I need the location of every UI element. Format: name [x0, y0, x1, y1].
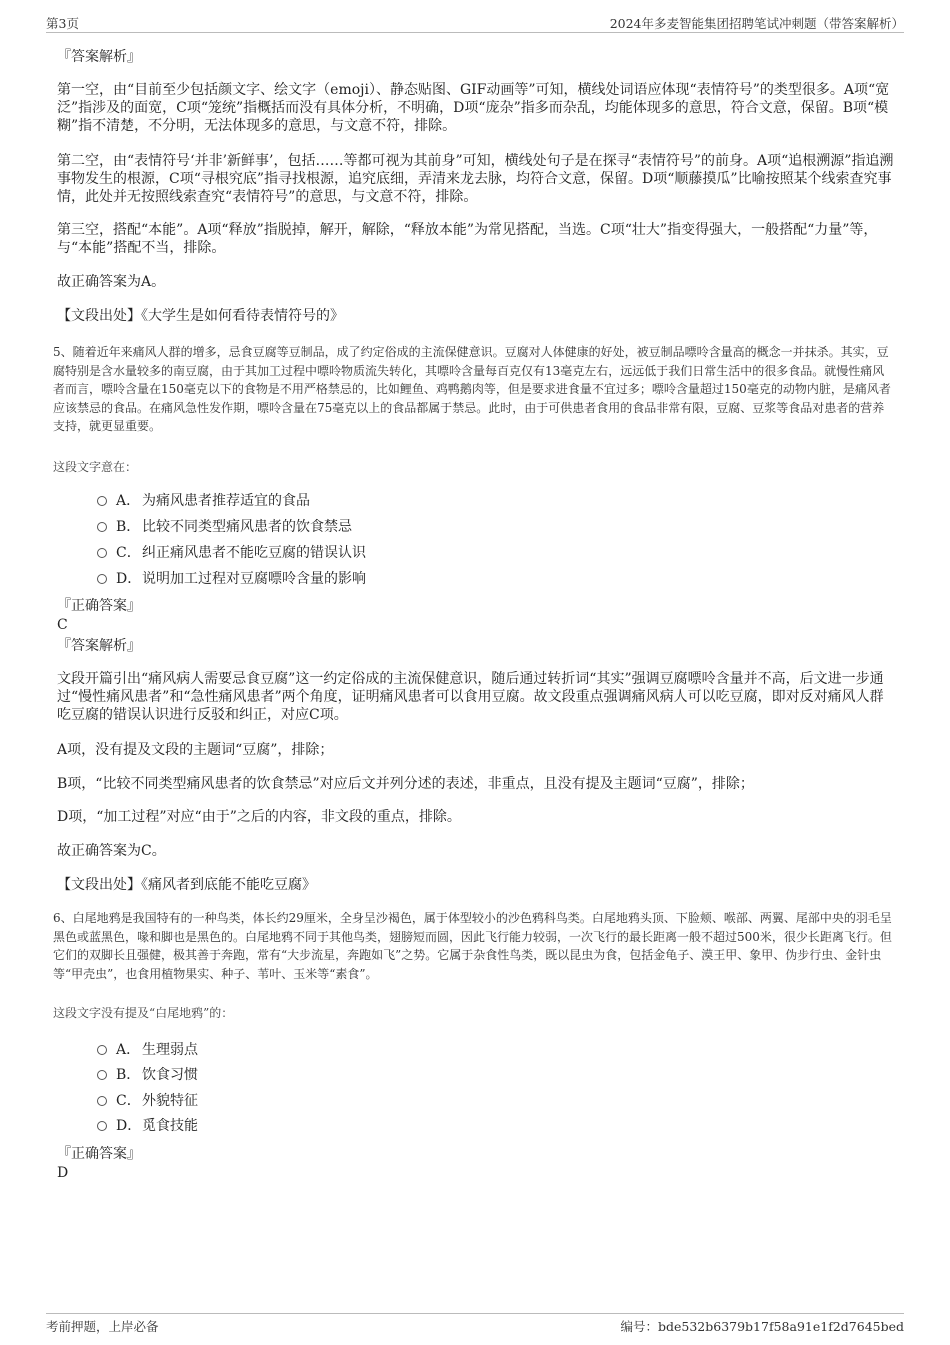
option-a[interactable]: A． 生理弱点 [97, 1041, 198, 1059]
analysis-paragraph: 文段开篇引出“痛风病人需要忌食豆腐”这一约定俗成的主流保健意识，随后通过转折词“其实”强调豆腐嘌呤含量并不高，后文进一步通过“慢性痛风患者”和“急性痛风患者”两个角度，证明痛风患者可以食用豆腐。故文段重点强调痛风病人可以吃豆腐，即对反对痛风人群吃豆腐的错误认识进行反驳和纠正，对应C项。 [57, 671, 884, 723]
analysis-paragraph: D项，“加工过程”对应“由于”之后的内容，非文段的重点，排除。 [57, 809, 461, 825]
option-c[interactable]: C．纠正痛风患者不能吃豆腐的错误认识 [97, 544, 366, 562]
correct-answer: D [57, 1165, 69, 1181]
source-line [57, 876, 897, 894]
document-code: 编号：bde532b6379b17f58a91e1f2d7645bed [620, 1319, 904, 1334]
question-5-prompt: 这段文字意在： [53, 460, 138, 474]
radio-icon[interactable] [97, 1121, 107, 1131]
page-header [46, 14, 904, 33]
document-title: 2024年多麦智能集团招聘笔试冲刺题（带答案解析） [609, 16, 904, 31]
option-c[interactable]: C．外貌特征 [97, 1092, 198, 1110]
source-line [57, 307, 897, 325]
analysis-label: 『答案解析』 [57, 49, 141, 65]
option-d[interactable]: D．觅食技能 [97, 1117, 198, 1135]
analysis-paragraph: 第二空，由“表情符号‘并非’新鲜事’，包括……等都可视为其前身”可知，横线处句子是在探寻“表情符号”的前身。A项“追根溯源”指追溯事物发生的根源，C项“寻根究底”指寻找根源，追究底细，弄清来龙去脉，均符合文意，保留。D项“顺藤摸瓜”比喻按照某个线索查究事情，此处并无按照线索查究“表情符号”的意思，与文意不符，排除。 [57, 153, 894, 205]
source-title: 《大学生是如何看待表情符号的》 [141, 308, 344, 324]
radio-icon[interactable] [97, 1045, 107, 1055]
page-footer [46, 1313, 904, 1334]
source-title: 《痛风者到底能不能吃豆腐》 [141, 877, 316, 893]
correct-answer-label: 『正确答案』 [57, 598, 141, 614]
analysis-paragraph: B项，“比较不同类型痛风患者的饮食禁忌”对应后文并列分述的表述，非重点，且没有提及主题词“豆腐”，排除； [57, 776, 754, 792]
source-label: 【文段出处】 [57, 308, 141, 324]
option-a[interactable]: A． 为痛风患者推荐适宜的食品 [97, 492, 310, 510]
question-5-text: 5、随着近年来痛风人群的增多，忌食豆腐等豆制品，成了约定俗成的主流保健意识。豆腐对人体健康的好处，被豆制品嘌呤含量高的概念一并抹杀。其实，豆腐特别是含水量较多的南豆腐，由于其加工过程中嘌呤物质流失转化，其嘌呤含量每百克仅有13毫克左右，远远低于我们日常生活中的很多食品。就慢性痛风者而言，嘌呤含量在150毫克以下的食物是不用严格禁忌的，比如鲤鱼、鸡鸭鹅肉等，但是要求进食量不宜过多；嘌呤含量超过150毫克的动物内脏，是痛风者应该禁忌的食品。在痛风急性发作期，嘌呤含量在75毫克以上的食品都属于禁忌。此时，由于可供患者食用的食品非常有限，豆腐、豆浆等食品对患者的营养支持，就更显重要。 [53, 345, 891, 433]
analysis-paragraph: 第三空，搭配“本能”。A项“释放”指脱掉，解开，解除，“释放本能”为常见搭配，当选。C项“壮大”指变得强大，一般搭配“力量”等，与“本能”搭配不当，排除。 [57, 222, 878, 256]
page-number: 第3页 [46, 16, 79, 31]
option-b[interactable]: B． 比较不同类型痛风患者的饮食禁忌 [97, 518, 352, 536]
radio-icon[interactable] [97, 522, 107, 532]
correct-answer-label: 『正确答案』 [57, 1146, 141, 1162]
analysis-conclusion: 故正确答案为C。 [57, 843, 166, 859]
footer-slogan: 考前押题，上岸必备 [46, 1319, 159, 1334]
correct-answer: C [57, 617, 68, 633]
option-b[interactable]: B． 饮食习惯 [97, 1066, 198, 1084]
source-label: 【文段出处】 [57, 877, 141, 893]
radio-icon[interactable] [97, 1070, 107, 1080]
radio-icon[interactable] [97, 548, 107, 558]
option-d[interactable]: D．说明加工过程对豆腐嘌呤含量的影响 [97, 570, 366, 588]
analysis-paragraph: A项，没有提及文段的主题词“豆腐”，排除； [57, 742, 334, 758]
analysis-label: 『答案解析』 [57, 638, 141, 654]
radio-icon[interactable] [97, 496, 107, 506]
radio-icon[interactable] [97, 574, 107, 584]
question-6-prompt: 这段文字没有提及“白尾地鸦”的： [53, 1006, 234, 1020]
analysis-conclusion: 故正确答案为A。 [57, 274, 166, 290]
analysis-paragraph: 第一空，由“目前至少包括颜文字、绘文字（emoji）、静态贴图、GIF动画等”可知，横线处词语应体现“表情符号”的类型很多。A项“宽泛”指涉及的面宽，C项“笼统”指概括而没有具体分析，不明确，D项“庞杂”指多而杂乱，均能体现多的意思，符合文意，保留。B项“模糊”指不清楚，不分明，无法体现多的意思，与文意不符，排除。 [57, 82, 890, 134]
radio-icon[interactable] [97, 1096, 107, 1106]
question-6-text: 6、白尾地鸦是我国特有的一种鸟类，体长约29厘米，全身呈沙褐色，属于体型较小的沙色鸦科鸟类。白尾地鸦头顶、下脸颊、喉部、两翼、尾部中央的羽毛呈黑色或蓝黑色，喙和脚也是黑色的。白尾地鸦不同于其他鸟类，翅膀短而圆，因此飞行能力较弱，一次飞行的最长距离一般不超过500米，很少长距离飞行。但它们的双脚长且强健，极其善于奔跑，常有“大步流星，奔跑如飞”之势。它属于杂食性鸟类，既以昆虫为食，包括金龟子、漠王甲、象甲、伪步行虫、金针虫等“甲壳虫”，也食用植物果实、种子、苇叶、玉米等“素食”。 [53, 911, 892, 981]
